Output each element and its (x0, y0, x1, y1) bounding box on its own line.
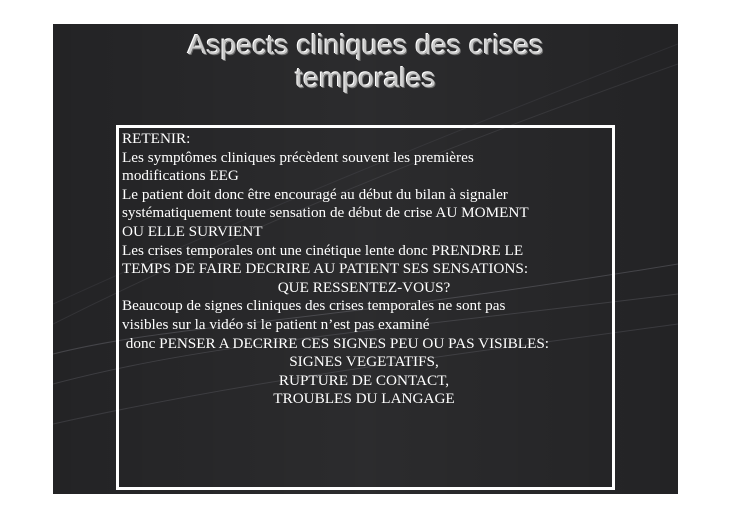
content-box (116, 125, 615, 490)
body-line: Les crises temporales ont une cinétique lente donc PRENDRE LE (122, 241, 524, 259)
body-line: systématiquement toute sensation de début de crise AU MOMENT (122, 204, 529, 222)
slide-title-line-1: Aspects cliniques des crises (187, 29, 544, 60)
body-line: donc PENSER A DECRIRE CES SIGNES PEU OU PAS VISIBLES: (122, 334, 550, 352)
body-line: TEMPS DE FAIRE DECRIRE AU PATIENT SES SENSATIONS: (122, 260, 529, 278)
body-line: modifications EEG (122, 167, 239, 185)
slide-title (53, 28, 678, 94)
body-line: Les symptômes cliniques précèdent souvent les premières (122, 148, 474, 166)
body-line: RETENIR: (122, 130, 191, 147)
slide (53, 24, 678, 494)
body-line: Beaucoup de signes cliniques des crises temporales ne sont pas (122, 297, 506, 315)
body-line-centered: TROUBLES DU LANGAGE (273, 390, 455, 408)
body-line: Le patient doit donc être encouragé au début du bilan à signaler (122, 185, 508, 203)
body-line: visibles sur la vidéo si le patient n’est pas examiné (122, 315, 430, 333)
slide-title-line-2: temporales (295, 62, 436, 93)
body-line-centered: RUPTURE DE CONTACT, (278, 371, 450, 389)
body-line-centered: SIGNES VEGETATIFS, (289, 353, 439, 371)
body-line: OU ELLE SURVIENT (122, 222, 263, 240)
body-line-centered: QUE RESSENTEZ-VOUS? (277, 278, 451, 296)
